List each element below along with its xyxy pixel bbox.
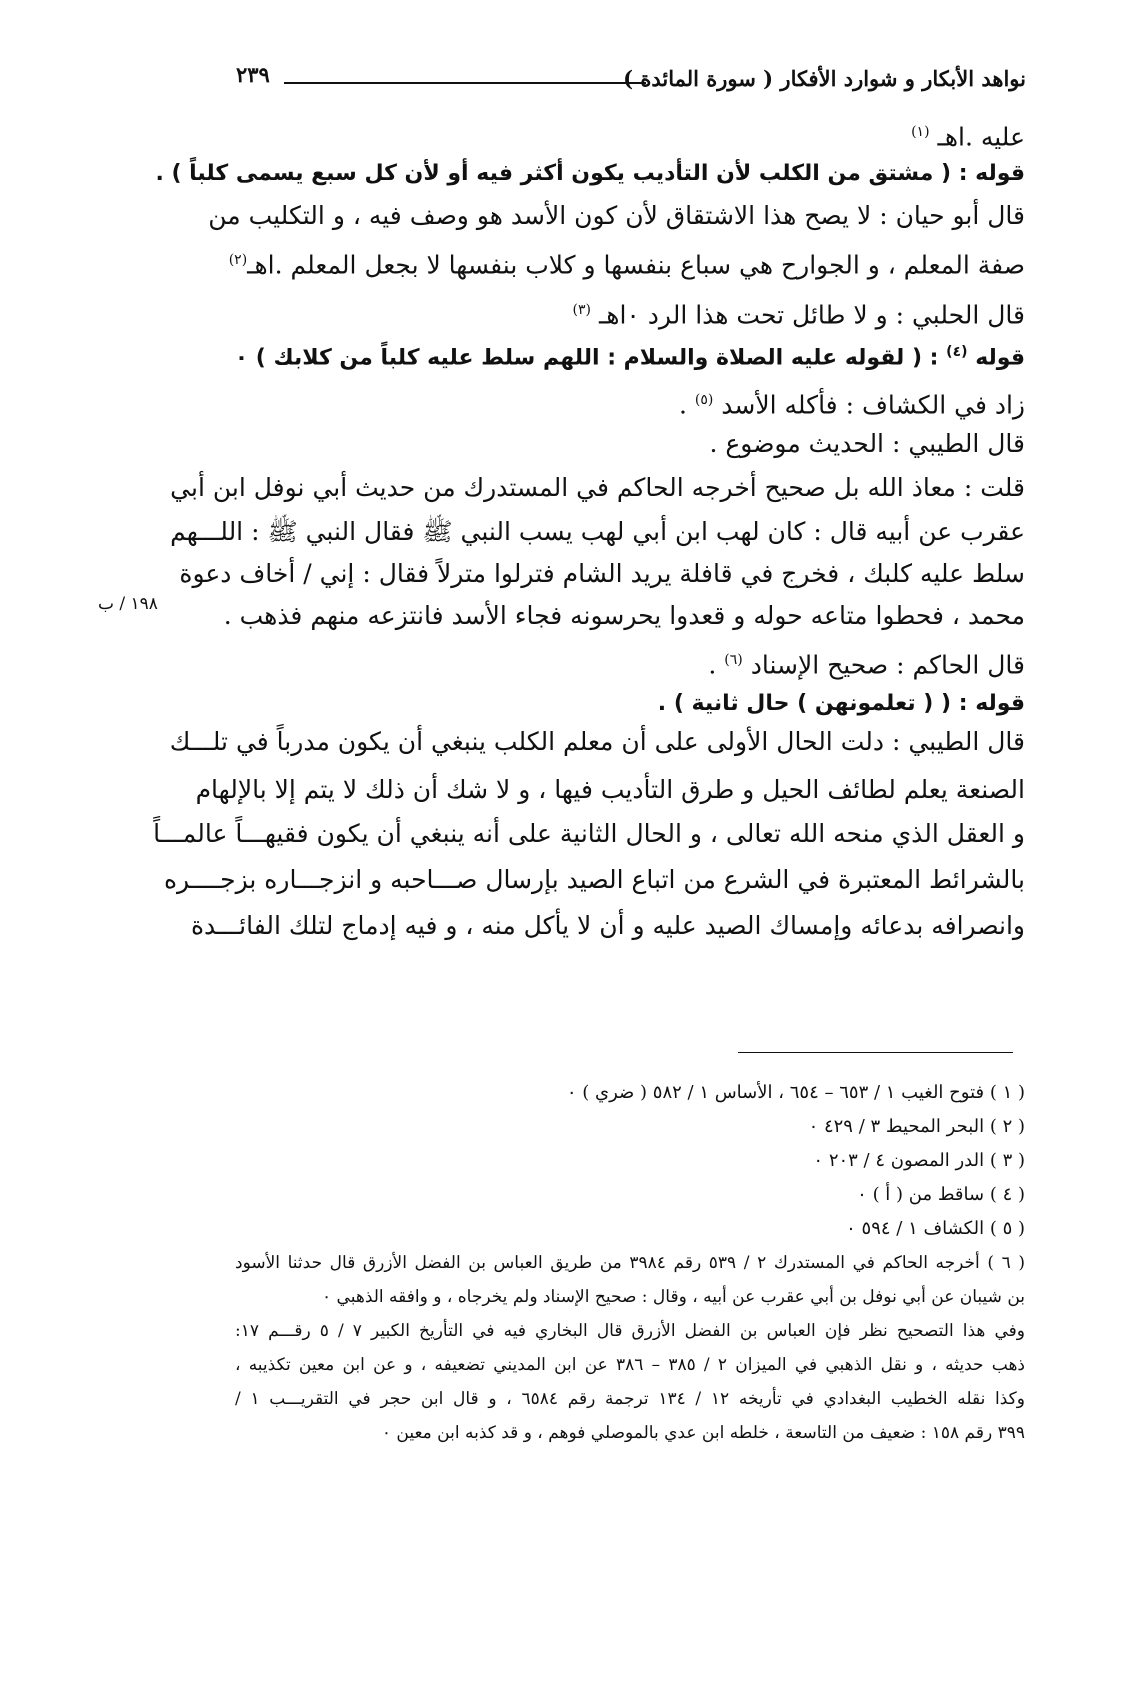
running-header: [236, 60, 1026, 100]
text-line: بالشرائط المعتبرة في الشرع من اتباع الصيد بإرسال صـــاحبه و انزجـــاره بزجــــره: [163, 865, 1025, 894]
footnote-line: وكذا نقله الخطيب البغدادي في تأريخه ١٢ / ١٣٤ ترجمة رقم ٦٥٨٤ ، و قال ابن حجر في التقريـــب ١ /: [235, 1389, 1025, 1409]
text-line: صفة المعلم ، و الجوارح هي سباع بنفسها و كلاب بنفسها لا بجعل المعلم .اهـ$^{(٢)}$: [228, 250, 1025, 280]
footnote-line: ( ٦ ) أخرجه الحاكم في المستدرك ٢ / ٥٣٩ رقم ٣٩٨٤ من طريق العباس بن الفضل الأزرق قال حدثنا الأسود: [235, 1253, 1025, 1273]
footnote-line: ( ١ ) فتوح الغيب ١ / ٦٥٣ – ٦٥٤ ، الأساس ١ / ٥٨٢ ( ضري ) ٠: [566, 1082, 1025, 1103]
footnote-line: ( ٥ ) الكشاف ١ / ٥٩٤ ٠: [846, 1218, 1025, 1239]
text-line: زاد في الكشاف : فأكله الأسد $^{(٥)}$ .: [678, 390, 1025, 420]
running-header-title: نواهد الأبكار و شوارد الأفكار ( سورة المائدة ): [623, 66, 1026, 91]
footnote-line: ( ٢ ) البحر المحيط ٣ / ٤٢٩ ٠: [808, 1116, 1025, 1137]
footnote-line: وفي هذا التصحيح نظر فإن العباس بن الفضل الأزرق قال البخاري فيه في التأريخ الكبير ٧ / ٥ رقـــم ١٧:: [235, 1321, 1025, 1341]
text-line: و العقل الذي منحه الله تعالى ، و الحال الثانية على أنه ينبغي أن يكون فقيهـــاً عالمـــاً: [153, 819, 1025, 848]
footnote-line: ( ٣ ) الدر المصون ٤ / ٢٠٣ ٠: [813, 1150, 1025, 1171]
text-line: قلت : معاذ الله بل صحيح أخرجه الحاكم في المستدرك من حديث أبي نوفل ابن أبي: [170, 473, 1025, 502]
text-line: قوله $^{(٤)}$ : ( لقوله عليه الصلاة والسلام : اللهم سلط عليه كلباً من كلابك ) ٠: [234, 344, 1025, 371]
text-line: عقرب عن أبيه قال : كان لهب ابن أبي لهب يسب النبي ﷺ فقال النبي ﷺ : اللـــهم: [170, 517, 1025, 546]
text-line: قال الطيبي : دلت الحال الأولى على أن معلم الكلب ينبغي أن يكون مدرباً في تلـــك: [169, 727, 1025, 756]
footnote-separator: [738, 1052, 1013, 1053]
header-rule: [284, 82, 646, 84]
footnote-line: ( ٤ ) ساقط من ( أ ) ٠: [857, 1184, 1025, 1205]
text-line: سلط عليه كلبك ، فخرج في قافلة يريد الشام فترلوا مترلاً فقال : إني / أخاف دعوة: [179, 559, 1025, 588]
footnote-line: ٣٩٩ رقم ١٥٨ : ضعيف من التاسعة ، خلطه ابن عدي بالموصلي فوهم ، و قد كذبه ابن معين ٠: [381, 1423, 1025, 1443]
text-line: قال أبو حيان : لا يصح هذا الاشتقاق لأن كون الأسد هو وصف فيه ، و التكليب من: [208, 201, 1025, 230]
page-number: ٢٣٩: [236, 62, 270, 87]
text-line: وانصرافه بدعائه وإمساك الصيد عليه و أن لا يأكل منه ، و فيه إدماج لتلك الفائـــدة: [190, 911, 1025, 940]
text-line: عليه .اهـ $^{(١)}$: [911, 122, 1025, 152]
text-line: قوله : ( ( تعلمونهن ) حال ثانية ) .: [657, 691, 1025, 716]
text-line: قوله : ( مشتق من الكلب لأن التأديب يكون أكثر فيه أو لأن كل سبع يسمى كلباً ) .: [155, 161, 1025, 186]
text-line: قال الطيبي : الحديث موضوع .: [709, 429, 1025, 458]
text-line: قال الحاكم : صحيح الإسناد $^{(٦)}$ .: [708, 650, 1025, 680]
text-line: قال الحلبي : و لا طائل تحت هذا الرد ٠اهـ $^{(٣)}$: [572, 300, 1025, 330]
footnote-line: بن شيبان عن أبي نوفل بن أبي عقرب عن أبيه ، وقال : صحيح الإسناد ولم يخرجاه ، و وافقه الذهبي ٠: [322, 1287, 1025, 1307]
footnote-line: ذهب حديثه ، و نقل الذهبي في الميزان ٢ / ٣٨٥ – ٣٨٦ عن ابن المديني تضعيفه ، و عن ابن معين تكذيبه ،: [235, 1355, 1025, 1375]
text-line: محمد ، فحطوا متاعه حوله و قعدوا يحرسونه فجاء الأسد فانتزعه منهم فذهب .: [223, 601, 1025, 630]
text-line: الصنعة يعلم لطائف الحيل و طرق التأديب فيها ، و لا شك أن ذلك لا يتم إلا بالإلهام: [195, 775, 1025, 804]
manuscript-folio-note: ١٩٨ / ب: [98, 594, 158, 614]
